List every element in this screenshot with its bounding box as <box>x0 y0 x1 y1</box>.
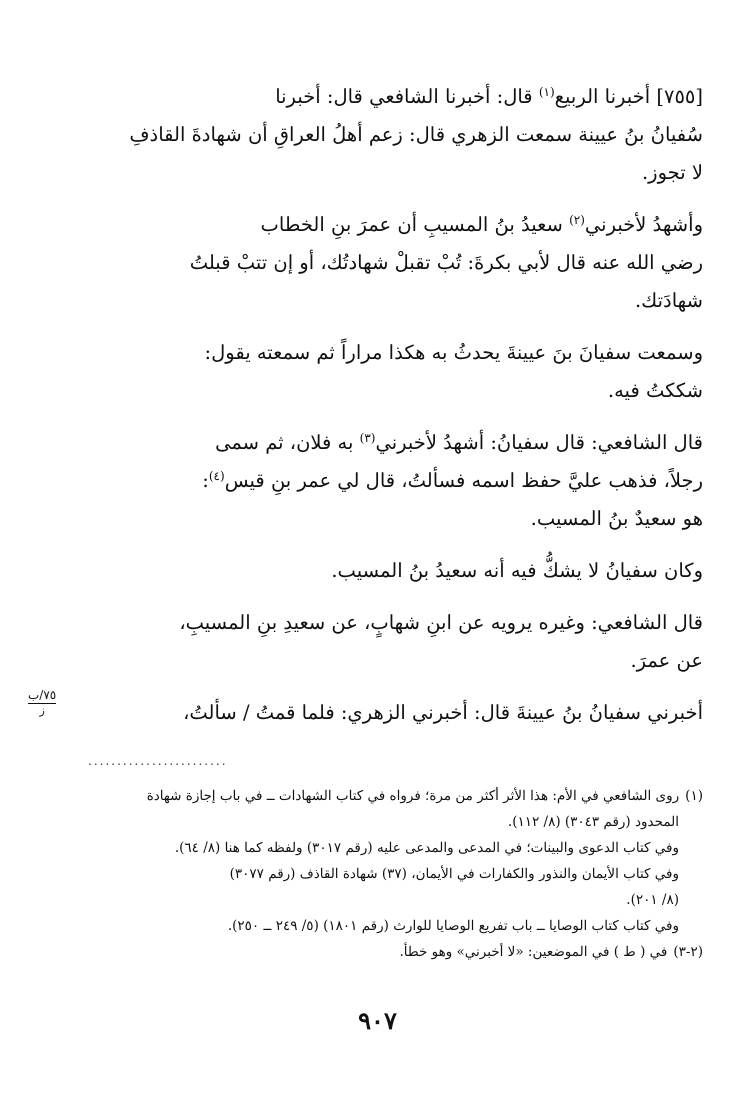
footnote-number: (٢-٣) <box>673 944 703 960</box>
footnote-2-3: (٢-٣)في ( ط ) في الموضعين: «لا أخبرني» وهو خطأ. <box>399 944 703 960</box>
text-line: قال الشافعي: قال سفيانُ: أشهدُ لأخبرني$^{(٣)}$ به فلان، ثم سمى <box>215 431 703 454</box>
footnote-1: (١)روى الشافعي في الأم: هذا الأثر أكثر من مرة؛ فرواه في كتاب الشهادات ــ في باب إجازة شهادة <box>146 788 703 804</box>
page-number: ٩٠٧ <box>358 1006 397 1035</box>
paragraph <box>88 334 703 410</box>
text-line: [٧٥٥] أخبرنا الربيع$^{(١)}$ قال: أخبرنا الشافعي قال: أخبرنا <box>275 85 703 108</box>
text-line: سُفيانُ بنُ عيينة سمعت الزهري قال: زعم أهلُ العراقِ أن شهادةَ القاذفِ <box>129 123 703 146</box>
paragraph <box>88 552 703 590</box>
footnote-line: (٨/ ٢٠١). <box>626 892 679 908</box>
footnote-number: (١) <box>685 788 703 804</box>
text-line: وسمعت سفيانَ بنَ عيينةَ يحدثُ به هكذا مراراً ثم سمعته يقول: <box>204 341 703 364</box>
paragraph <box>88 694 703 732</box>
footnote-line: المحدود (رقم ٣٠٤٣) (٨/ ١١٢). <box>507 814 679 830</box>
paragraph-755 <box>88 78 703 192</box>
footnote-ref-2[interactable]: (٢) <box>569 213 585 227</box>
text-line: هو سعيدٌ بنُ المسيب. <box>530 507 703 530</box>
footnote-line: وفي كتاب الأيمان والنذور والكفارات في الأيمان، (٣٧) شهادة القاذف (رقم ٣٠٧٧) <box>229 866 679 882</box>
footnote-ref-4[interactable]: (٤) <box>208 469 225 483</box>
folio-number: ٧٥/ب <box>28 688 57 702</box>
manuscript-folio-marker <box>28 688 56 718</box>
main-text <box>88 78 703 746</box>
manuscript-siglum: ز <box>39 704 45 717</box>
text-line: لا تجوز. <box>641 161 703 184</box>
text-line: عن عمرَ. <box>630 649 703 672</box>
text-line: أخبرني سفيانُ بنُ عيينةَ قال: أخبرني الزهري: فلما قمتُ / سألتُ، <box>183 701 703 724</box>
text-line: رجلاً، فذهب عليَّ حفظ اسمه فسألتُ، قال لي عمر بنِ قيس$^{(٤)}$: <box>202 469 703 492</box>
paragraph <box>88 424 703 538</box>
text-line: شهادَتك. <box>634 289 703 312</box>
text-line: قال الشافعي: وغيره يرويه عن ابنِ شهابٍ، عن سعيدِ بنِ المسيبِ، <box>179 611 703 634</box>
footnote-line: وفي كتاب كتاب الوصايا ــ باب تفريع الوصايا للوارث (رقم ١٨٠١) (٥/ ٢٤٩ ــ ٢٥٠). <box>227 918 679 934</box>
footnote-ref-3[interactable]: (٣) <box>359 431 376 445</box>
paragraph <box>88 604 703 680</box>
footnotes <box>52 783 703 965</box>
text-line: وأشهدُ لأخبرني$^{(٢)}$ سعيدُ بنُ المسيبِ أن عمرَ بنِ الخطاب <box>260 213 703 236</box>
footnote-separator: ........................ <box>88 754 228 768</box>
footnote-line: وفي كتاب الدعوى والبينات؛ في المدعى والمدعى عليه (رقم ٣٠١٧) ولفظه كما هنا (٨/ ٦٤). <box>174 840 679 856</box>
footnote-ref-1[interactable]: (١) <box>538 85 555 99</box>
text-line: وكان سفيانُ لا يشكُّ فيه أنه سعيدُ بنُ المسيب. <box>331 559 703 582</box>
text-line: شككتُ فيه. <box>607 379 703 402</box>
paragraph <box>88 206 703 320</box>
text-line: رضي الله عنه قال لأبي بكرةَ: تُبْ تقبلْ شهادتُك، أو إن تتبْ قبلتُ <box>189 251 703 274</box>
